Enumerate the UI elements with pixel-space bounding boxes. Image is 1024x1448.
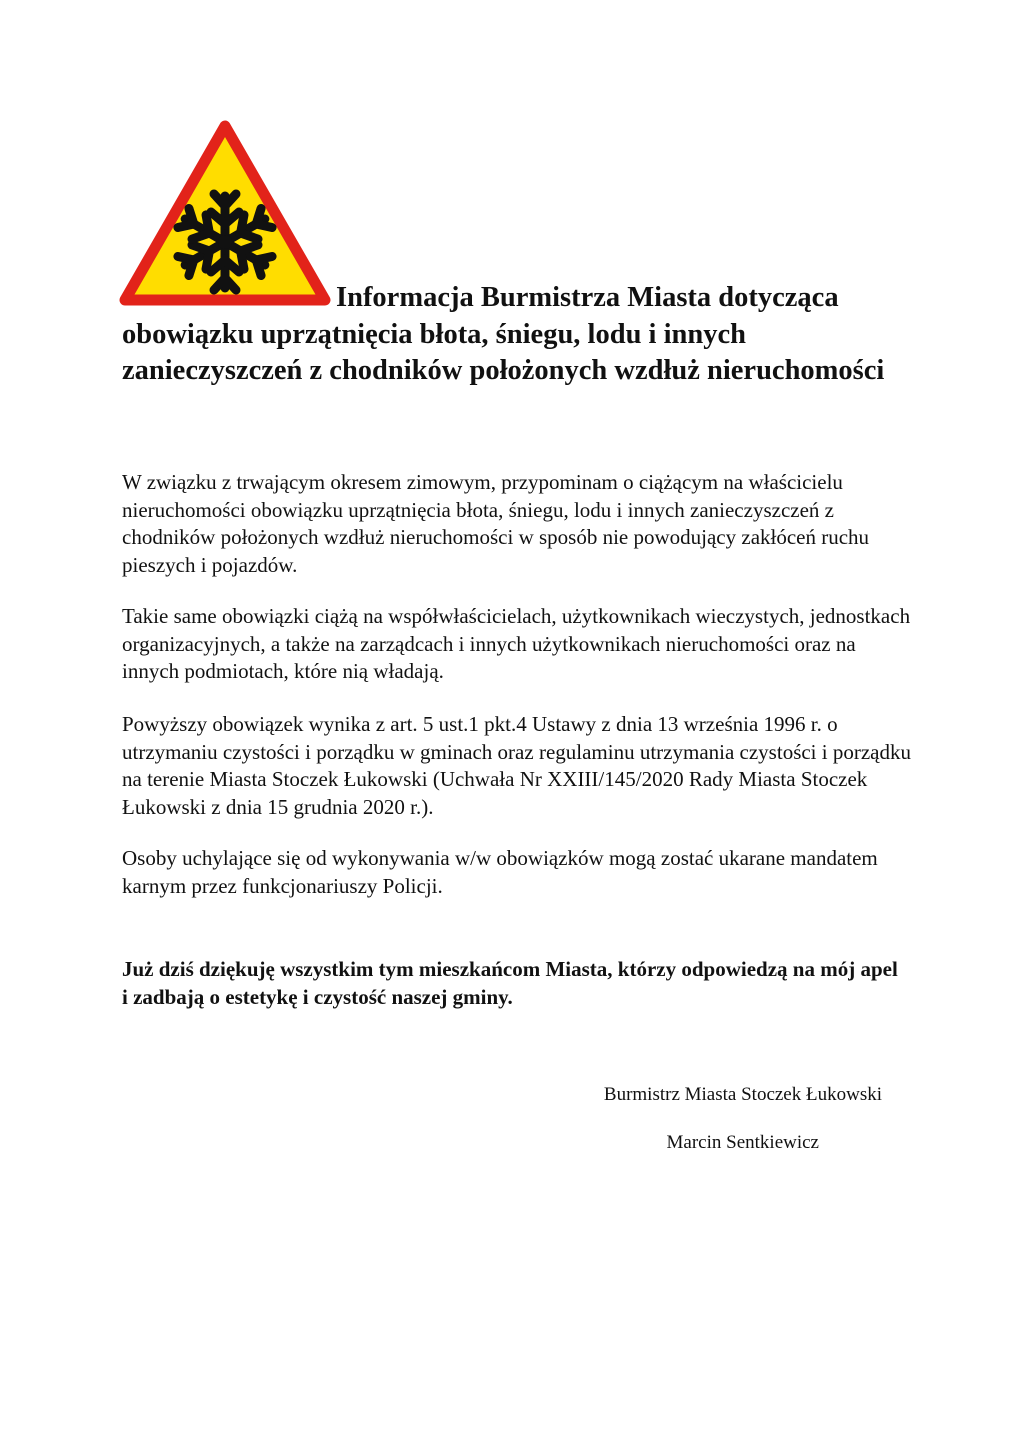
signature-name: Marcin Sentkiewicz [666, 1132, 819, 1153]
signature-role: Burmistrz Miasta Stoczek Łukowski [603, 1084, 882, 1105]
document-title: Informacja Burmistrza Miasta dotycząca obowiązku uprzątnięcia błota, śniegu, lodu i innych zanieczyszczeń z chodników położonych wzdłuż nieruchomości [122, 282, 885, 386]
snowflake-warning-sign-icon [119, 120, 331, 306]
paragraph-penalty: Osoby uchylające się od wykonywania w/w obowiązków mogą zostać ukarane mandatem karnym przez funkcjonariuszy Policji. [122, 846, 878, 898]
paragraph-legal-basis: Powyższy obowiązek wynika z art. 5 ust.1 pkt.4 Ustawy z dnia 13 września 1996 r. o utrzymaniu czystości i porządku w gminach oraz regulaminu utrzymania czystości i porządku na terenie Miasta Stoczek Łukowski (Uchwała Nr XXIII/145/2020 Rady Miasta Stoczek Łukowski z dnia 15 grudnia 2020 r.). [122, 712, 911, 819]
paragraph-winter-notice: W związku z trwającym okresem zimowym, przypominam o ciążącym na właścicielu nieruchomości obowiązku uprzątnięcia błota, śniegu, lodu i innych zanieczyszczeń z chodników położonych wzdłuż nieruchomości w sposób nie powodujący zakłóceń ruchu pieszych i pojazdów. [122, 470, 870, 577]
thanks-message: Już dziś dziękuję wszystkim tym mieszkańcom Miasta, którzy odpowiedzą na mój apel i zadbają o estetykę i czystość naszej gminy. [122, 957, 898, 1009]
paragraph-other-obligated: Takie same obowiązki ciążą na współwłaścicielach, użytkownikach wieczystych, jednostkach organizacyjnych, a także na zarządcach i innych użytkownikach nieruchomości oraz na innych podmiotach, które nią władają. [122, 604, 911, 683]
